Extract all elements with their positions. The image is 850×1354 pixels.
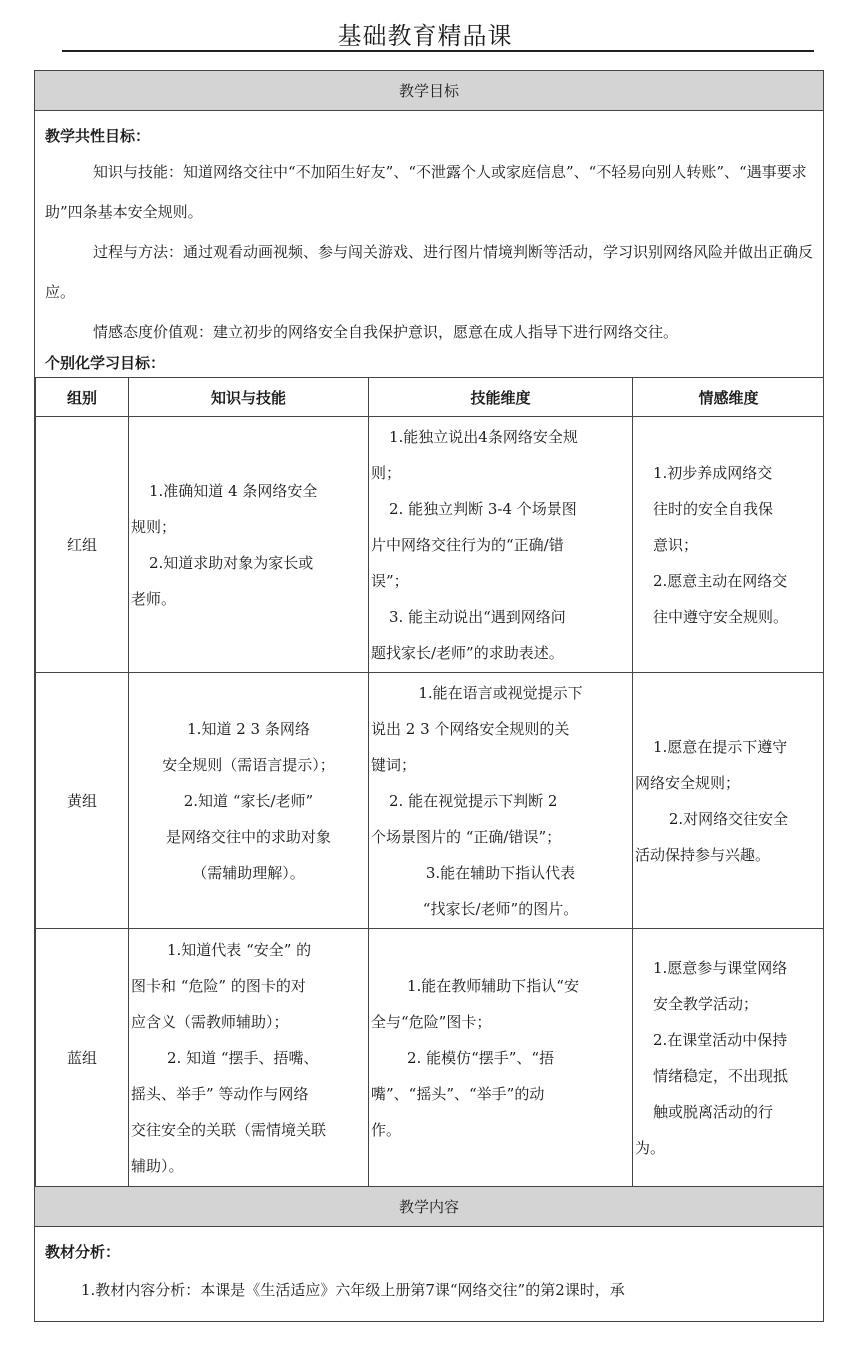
blue-emotion-line: 2.在课堂活动中保持 [653,1030,788,1049]
red-skill-line: 2. 能独立判断 3-4 个场景图 [389,499,577,518]
blue-knowledge-cell [129,929,369,1187]
yellow-skill-line: 说出 2 3 个网络安全规则的关 [371,719,570,738]
group-blue: 蓝组 [36,929,129,1187]
blue-emotion-line: 情绪稳定，不出现抵 [653,1066,789,1085]
yellow-skill-line: 键词； [371,755,417,774]
blue-skill-line: 嘴”、“摇头”、“举手”的动 [371,1084,545,1103]
red-knowledge-line: 1.准确知道 4 条网络安全 [149,481,318,500]
yellow-skill-line: 3.能在辅助下指认代表 [425,863,576,882]
red-emotion-line: 意识； [653,535,699,554]
yellow-emotion-line: 2.对网络交往安全 [668,809,789,828]
red-skill-cell [369,417,633,673]
page-title: 基础教育精品课 [337,22,513,50]
col-header-group: 组别 [36,378,129,417]
yellow-emotion-cell [633,673,825,929]
blue-knowledge-line: 图卡和 “危险” 的图卡的对 [131,976,306,995]
red-knowledge-line: 规则； [131,517,177,536]
yellow-skill-line: “找家长/老师”的图片。 [422,899,579,918]
knowledge-goal-text: 知识与技能：知道网络交往中“不加陌生好友”、“不泄露个人或家庭信息”、“不轻易向别人转账”、“遇事要求助”四条基本安全规则。 [45,163,807,221]
red-skill-line: 则； [371,463,402,482]
blue-skill-line: 1.能在教师辅助下指认“安 [407,976,579,995]
table-row-yellow [36,673,825,929]
blue-skill-cell [369,929,633,1187]
red-emotion-line: 2.愿意主动在网络交 [653,571,788,590]
goals-section-header: 教学目标 [35,71,823,111]
red-knowledge-cell [129,417,369,673]
yellow-skill-line: 1.能在语言或视觉提示下 [418,683,583,702]
blue-emotion-line: 触或脱离活动的行 [653,1102,774,1121]
blue-knowledge-line: 交往安全的关联（需情境关联 [131,1120,327,1139]
col-header-skill: 技能维度 [369,378,633,417]
yellow-skill-line: 2. 能在视觉提示下判断 2 [389,791,558,810]
lesson-document [34,70,824,1322]
individual-goals-label: 个别化学习目标： [45,354,166,372]
red-emotion-line: 往时的安全自我保 [653,499,774,518]
yellow-emotion-line: 网络安全规则； [635,773,741,792]
yellow-skill-cell [369,673,633,929]
yellow-emotion-line: 1.愿意在提示下遵守 [653,737,788,756]
red-knowledge-line: 2.知道求助对象为家长或 [149,553,314,572]
table-header-row [36,378,825,417]
red-emotion-line: 往中遵守安全规则。 [653,607,789,626]
material-analysis-label: 教材分析： [45,1243,121,1261]
yellow-knowledge-line: 是网络交往中的求助对象 [165,827,331,846]
emotion-goal-text: 情感态度价值观：建立初步的网络安全自我保护意识，愿意在成人指导下进行网络交往。 [93,323,679,341]
blue-emotion-line: 安全教学活动； [653,994,759,1013]
blue-emotion-line: 为。 [635,1138,666,1157]
yellow-knowledge-cell [129,673,369,929]
blue-knowledge-line: 2. 知道 “摆手、捂嘴、 [167,1048,319,1067]
yellow-knowledge-line: （需辅助理解）。 [192,863,305,882]
common-goals-label: 教学共性目标： [45,127,151,145]
blue-knowledge-line: 应含义（需教师辅助）； [131,1012,289,1031]
blue-knowledge-line: 1.知道代表 “安全” 的 [167,940,312,959]
process-goal-text: 过程与方法：通过观看动画视频、参与闯关游戏、进行图片情境判断等活动，学习识别网络风险并做出正确反应。 [45,243,814,301]
col-header-emotion: 情感维度 [633,378,825,417]
group-yellow: 黄组 [36,673,129,929]
blue-skill-line: 全与“危险”图卡； [371,1012,492,1031]
yellow-knowledge-line: 1.知道 2 3 条网络 [187,719,310,738]
blue-skill-line: 2. 能模仿“摆手”、“捂 [407,1048,555,1067]
table-row-red [36,417,825,673]
content-section-header: 教学内容 [35,1187,823,1227]
red-emotion-cell [633,417,825,673]
yellow-knowledge-line: 安全规则（需语言提示）； [162,755,335,774]
blue-emotion-cell [633,929,825,1187]
red-skill-line: 3. 能主动说出“遇到网络问 [389,607,566,626]
col-header-knowledge: 知识与技能 [129,378,369,417]
blue-emotion-line: 1.愿意参与课堂网络 [653,958,788,977]
table-row-blue [36,929,825,1187]
blue-knowledge-line: 辅助）。 [131,1156,184,1175]
blue-knowledge-line: 摇头、举手” 等动作与网络 [131,1084,309,1103]
individual-goals-table [35,377,824,1187]
red-skill-line: 误”； [371,571,409,590]
red-skill-line: 题找家长/老师”的求助表述。 [371,643,564,662]
red-skill-line: 1.能独立说出4条网络安全规 [389,427,578,446]
red-skill-line: 片中网络交往行为的“正确/错 [371,535,564,554]
title-rule [62,50,814,52]
red-knowledge-line: 老师。 [131,589,177,608]
blue-skill-line: 作。 [371,1120,402,1139]
red-emotion-line: 1.初步养成网络交 [653,463,773,482]
yellow-emotion-line: 活动保持参与兴趣。 [635,845,771,864]
group-red: 红组 [36,417,129,673]
yellow-skill-line: 个场景图片的 “正确/错误”； [371,827,562,846]
yellow-knowledge-line: 2.知道 “家长/老师” [183,791,314,810]
material-analysis-text: 1.教材内容分析：本课是《生活适应》六年级上册第7课“网络交往”的第2课时，承 [81,1281,625,1299]
